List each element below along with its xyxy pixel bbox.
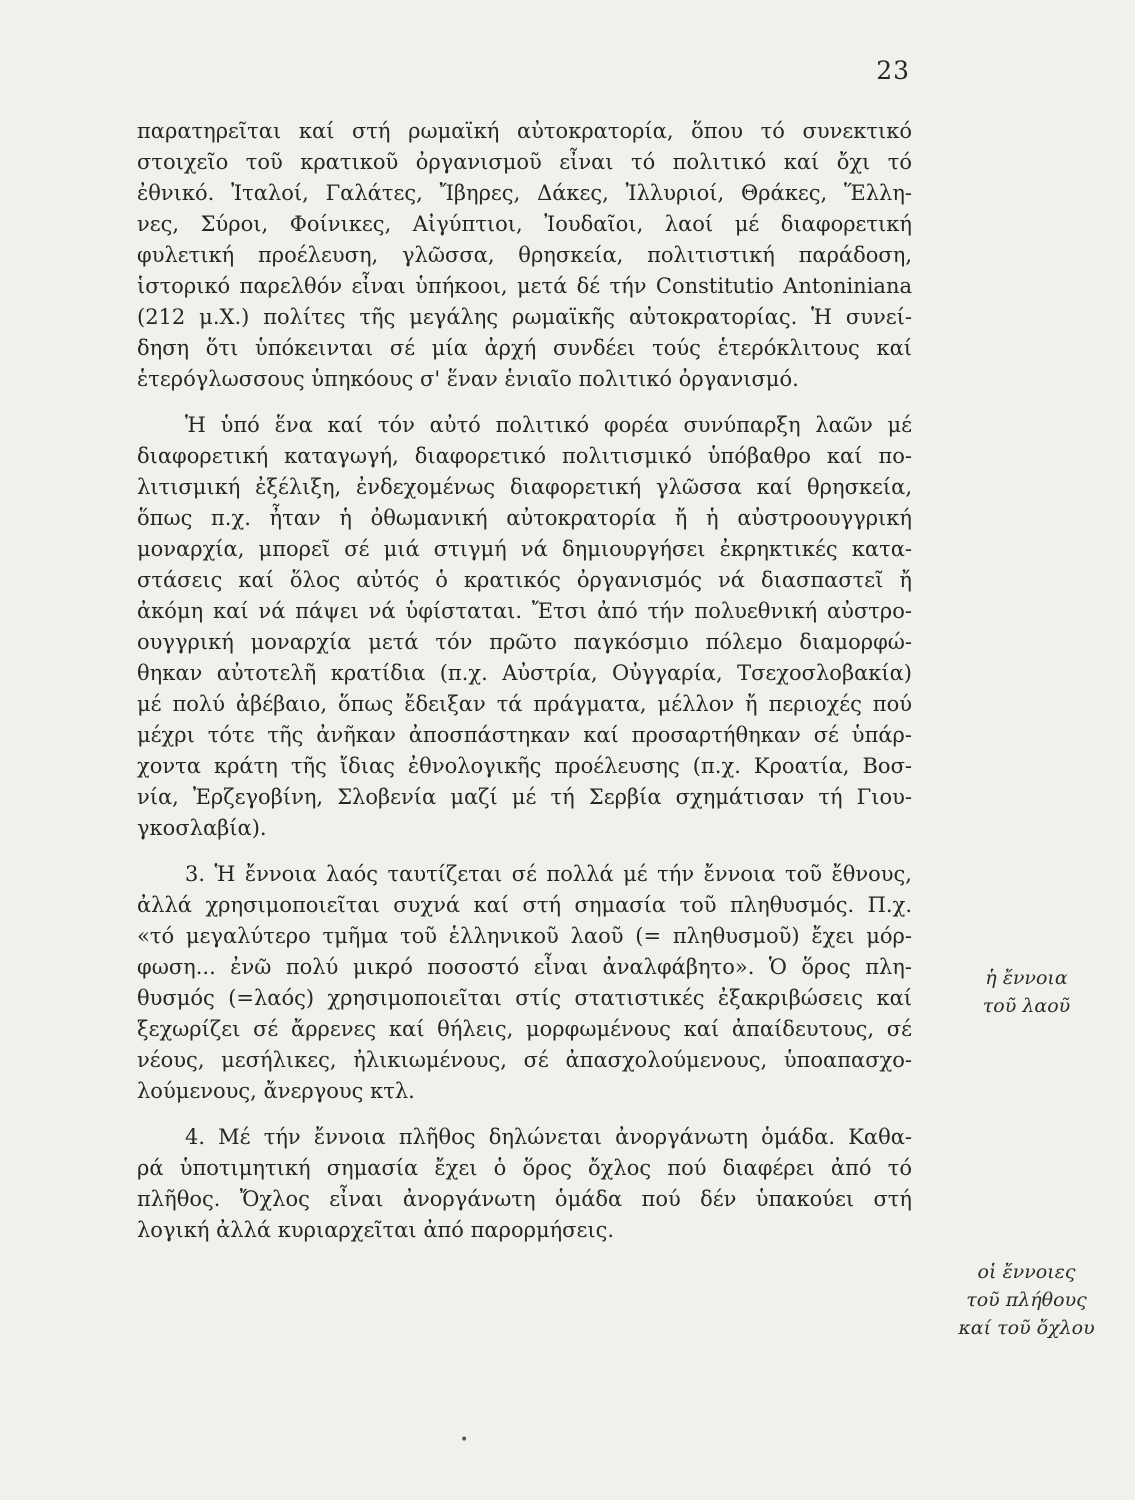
paragraph-2 <box>137 410 912 844</box>
text-line: λιτισμική ἐξέλιξη, ἐνδεχομένως διαφορετική γλῶσσα καί θρησκεία, <box>137 475 912 499</box>
text-line: ἱστορικό παρελθόν εἶναι ὑπήκοοι, μετά δέ τήν Constitutio Antoniniana <box>137 274 912 298</box>
margin-note-line: τοῦ λαοῦ <box>982 995 1071 1017</box>
text-line: διαφορετική καταγωγή, διαφορετικό πολιτισμικό ὑπόβαθρο καί πο- <box>137 444 912 468</box>
text-line: θηκαν αὐτοτελῆ κρατίδια (π.χ. Αὐστρία, Οὐγγαρία, Τσεχοσλοβακία) <box>137 661 912 685</box>
margin-note-line: ἡ ἔννοια <box>985 967 1068 989</box>
margin-note-crowd <box>934 1258 1119 1342</box>
text-line: μέχρι τότε τῆς ἀνῆκαν ἀποσπάστηκαν καί προσαρτήθηκαν σέ ὑπάρ- <box>137 723 912 747</box>
margin-note-line: οἱ ἔννοιες <box>977 1261 1076 1283</box>
text-line: θυσμός (=λαός) χρησιμοποιεῖται στίς στατιστικές ἐξακριβώσεις καί <box>137 986 912 1010</box>
text-line: φωση... ἐνῶ πολύ μικρό ποσοστό εἶναι ἀναλφάβητο». Ὁ ὅρος πλη- <box>137 955 912 979</box>
page-number: 23 <box>876 56 910 85</box>
text-line: ἐθνικό. Ἰταλοί, Γαλάτες, Ἴβηρες, Δάκες, Ἰλλυριοί, Θράκες, Ἕλλη- <box>137 181 912 205</box>
text-line: λούμενους, ἄνεργους κτλ. <box>137 1079 415 1103</box>
margin-note-line: καί τοῦ ὄχλου <box>958 1317 1095 1339</box>
paragraph-3 <box>137 859 912 1107</box>
text-line: μοναρχία, μπορεῖ σέ μιά στιγμή νά δημιουργήσει ἐκρηκτικές κατα- <box>137 537 912 561</box>
text-line: «τό μεγαλύτερο τμῆμα τοῦ ἑλληνικοῦ λαοῦ (= πληθυσμοῦ) ἔχει μόρ- <box>137 924 912 948</box>
text-line: ἀλλά χρησιμοποιεῖται συχνά καί στή σημασία τοῦ πληθυσμός. Π.χ. <box>137 893 912 917</box>
text-line: Ἡ ὑπό ἕνα καί τόν αὐτό πολιτικό φορέα συνύπαρξη λαῶν μέ <box>185 413 912 437</box>
text-line: (212 μ.Χ.) πολίτες τῆς μεγάλης ρωμαϊκῆς αὐτοκρατορίας. Ἡ συνεί- <box>137 305 912 329</box>
text-line: νέους, μεσήλικες, ἠλικιωμένους, σέ ἀπασχολούμενους, ὑποαπασχο- <box>137 1048 912 1072</box>
text-line: ἀκόμη καί νά πάψει νά ὑφίσταται. Ἔτσι ἀπό τήν πολυεθνική αὐστρο- <box>137 599 912 623</box>
text-line: στοιχεῖο τοῦ κρατικοῦ ὀργανισμοῦ εἶναι τό πολιτικό καί ὄχι τό <box>137 150 912 174</box>
text-line: ἑτερόγλωσσους ὑπηκόους σ' ἕναν ἑνιαῖο πολιτικό ὀργανισμό. <box>137 367 799 391</box>
text-line: μέ πολύ ἀβέβαιο, ὅπως ἔδειξαν τά πράγματα, μέλλον ἤ περιοχές πού <box>137 692 912 716</box>
text-line: στάσεις καί ὅλος αὐτός ὁ κρατικός ὀργανισμός νά διασπαστεῖ ἤ <box>137 568 912 592</box>
text-line: 3. Ἡ ἔννοια λαός ταυτίζεται σέ πολλά μέ τήν ἔννοια τοῦ ἔθνους, <box>185 862 912 886</box>
text-line: φυλετική προέλευση, γλῶσσα, θρησκεία, πολιτιστική παράδοση, <box>137 243 912 267</box>
text-line: 4. Μέ τήν ἔννοια πλῆθος δηλώνεται ἀνοργάνωτη ὁμάδα. Καθα- <box>185 1125 912 1149</box>
text-line: νία, Ἐρζεγοβίνη, Σλοβενία μαζί μέ τή Σερβία σχημάτισαν τή Γιου- <box>137 785 912 809</box>
body-text <box>137 116 912 1246</box>
text-line: ξεχωρίζει σέ ἄρρενες καί θήλεις, μορφωμένους καί ἀπαίδευτους, σέ <box>137 1017 912 1041</box>
text-line: ρά ὑποτιμητική σημασία ἔχει ὁ ὅρος ὄχλος πού διαφέρει ἀπό τό <box>137 1156 912 1180</box>
text-line: δηση ὅτι ὑπόκεινται σέ μία ἀρχή συνδέει τούς ἑτερόκλιτους καί <box>137 336 912 360</box>
text-line: πλῆθος. Ὄχλος εἶναι ἀνοργάνωτη ὁμάδα πού δέν ὑπακούει στή <box>137 1187 912 1211</box>
text-line: λογική ἀλλά κυριαρχεῖται ἀπό παρορμήσεις. <box>137 1218 615 1242</box>
paragraph-1 <box>137 116 912 395</box>
text-line: γκοσλαβία). <box>137 816 267 840</box>
text-line: ὅπως π.χ. ἦταν ἡ ὀθωμανική αὐτοκρατορία ἤ ἡ αὐστροουγγρική <box>137 506 912 530</box>
margin-note-line: τοῦ πλήθους <box>966 1289 1087 1311</box>
text-line: χοντα κράτη τῆς ἴδιας ἐθνολογικῆς προέλευσης (π.χ. Κροατία, Βοσ- <box>137 754 912 778</box>
text-line: ουγγρική μοναρχία μετά τόν πρῶτο παγκόσμιο πόλεμο διαμορφώ- <box>137 630 912 654</box>
text-line: νες, Σύροι, Φοίνικες, Αἰγύπτιοι, Ἰουδαῖοι, λαοί μέ διαφορετική <box>137 212 912 236</box>
text-line: παρατηρεῖται καί στή ρωμαϊκή αὐτοκρατορία, ὅπου τό συνεκτικό <box>137 119 912 143</box>
margin-note-people <box>934 964 1119 1020</box>
scan-speck: • <box>460 1432 469 1448</box>
paragraph-4 <box>137 1122 912 1246</box>
